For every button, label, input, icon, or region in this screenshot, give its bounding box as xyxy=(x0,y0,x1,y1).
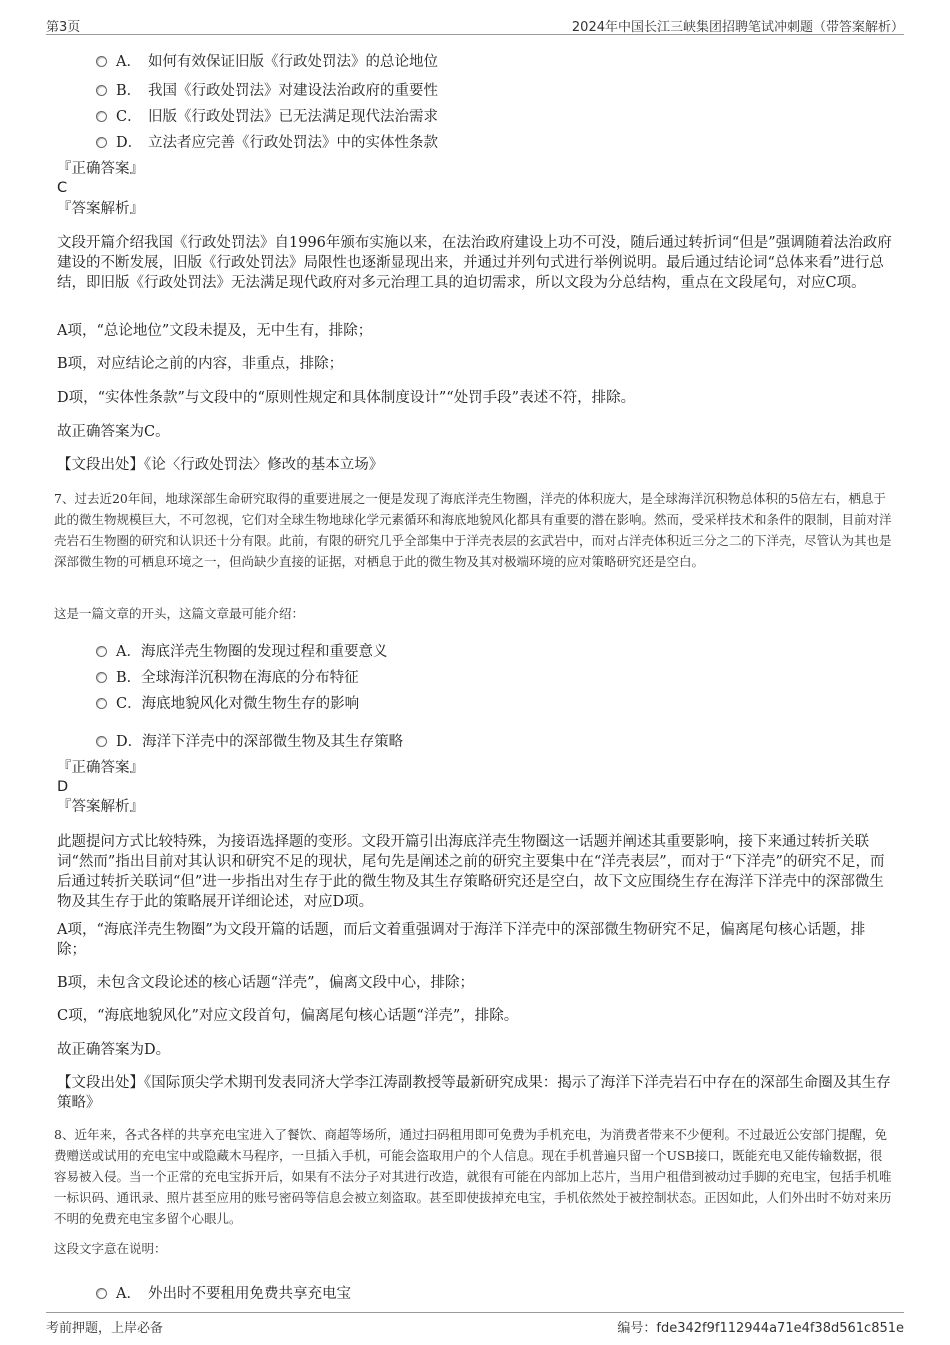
q7-analysis-c: C项，“海底地貌风化”对应文段首句，偏离尾句核心话题“洋壳”，排除。 xyxy=(57,1008,519,1024)
radio-icon[interactable] xyxy=(96,137,107,148)
q6-source: 【文段出处】《论〈行政处罚法〉修改的基本立场》 xyxy=(57,457,384,473)
radio-icon[interactable] xyxy=(96,672,107,683)
q6-option-a[interactable]: A． 如何有效保证旧版《行政处罚法》的总论地位 xyxy=(96,50,438,71)
radio-icon[interactable] xyxy=(96,85,107,96)
document-code: 编号：fde342f9f112944a71e4f38d561c851e xyxy=(617,1321,904,1336)
radio-icon[interactable] xyxy=(96,1288,107,1299)
page-header xyxy=(46,14,904,35)
q7-option-d[interactable]: D．海洋下洋壳中的深部微生物及其生存策略 xyxy=(96,730,403,751)
q7-answer-label: 『正确答案』 xyxy=(57,760,144,776)
q6-option-d[interactable]: D． 立法者应完善《行政处罚法》中的实体性条款 xyxy=(96,131,438,152)
radio-icon[interactable] xyxy=(96,56,107,67)
radio-icon[interactable] xyxy=(96,646,107,657)
q7-analysis-b: B项，未包含文段论述的核心话题“洋壳”，偏离文段中心，排除； xyxy=(57,975,474,991)
page-footer xyxy=(46,1312,904,1335)
q6-analysis-b: B项，对应结论之前的内容，非重点，排除； xyxy=(57,356,344,372)
q6-option-b[interactable]: B． 我国《行政处罚法》对建设法治政府的重要性 xyxy=(96,79,438,100)
q6-option-c[interactable]: C． 旧版《行政处罚法》已无法满足现代法治需求 xyxy=(96,105,438,126)
q7-option-c[interactable]: C．海底地貌风化对微生物生存的影响 xyxy=(96,692,359,713)
radio-icon[interactable] xyxy=(96,698,107,709)
q7-option-a[interactable]: A．海底洋壳生物圈的发现过程和重要意义 xyxy=(96,640,387,661)
radio-icon[interactable] xyxy=(96,111,107,122)
q7-conclusion: 故正确答案为D。 xyxy=(57,1042,171,1058)
q6-analysis-label: 『答案解析』 xyxy=(57,201,144,217)
q8-option-a[interactable]: A． 外出时不要租用免费共享充电宝 xyxy=(96,1282,351,1303)
q7-analysis-label: 『答案解析』 xyxy=(57,799,144,815)
q6-answer-label: 『正确答案』 xyxy=(57,161,144,177)
q7-analysis-a: A项，“海底洋壳生物圈”为文段开篇的话题，而后文着重强调对于海洋下洋壳中的深部微生物研究不足，偏离尾句核心话题，排除； xyxy=(57,922,866,958)
q7-stem: 7、过去近20年间，地球深部生命研究取得的重要进展之一便是发现了海底洋壳生物圈，洋壳的体积庞大，是全球海洋沉积物总体积的5倍左右，栖息于此的微生物规模巨大，不可忽视，它们对全球生物地球化学元素循环和海底地貌风化都具有重要的潜在影响。然而，受采样技术和条件的限制，目前对洋壳岩石生物圈的研究和认识还十分有限。此前，有限的研究几乎全部集中于洋壳表层的玄武岩中，而对占洋壳体积近三分之二的下洋壳，尽管认为其也是深部微生物的可栖息环境之一，但尚缺少直接的证据，对栖息于此的微生物及其对极端环境的应对策略研究还是空白。 xyxy=(54,491,892,569)
q8-question: 这段文字意在说明： xyxy=(54,1241,167,1256)
q8-stem: 8、近年来，各式各样的共享充电宝进入了餐饮、商超等场所，通过扫码租用即可免费为手机充电，为消费者带来不少便利。不过最近公安部门提醒，免费赠送或试用的充电宝中或隐藏木马程序，一旦插入手机，可能会盗取用户的个人信息。现在手机普遍只留一个USB接口，既能充电又能传输数据，很容易被入侵。当一个正常的充电宝拆开后，如果有不法分子对其进行改造，就很有可能在内部加上芯片，当用户租借到被动过手脚的充电宝，包括手机唯一标识码、通讯录、照片甚至应用的账号密码等信息会被立刻盗取。甚至即使拔掉充电宝，手机依然处于被控制状态。正因如此，人们外出时不妨对来历不明的免费充电宝多留个心眼儿。 xyxy=(54,1127,892,1226)
q7-question: 这是一篇文章的开头，这篇文章最可能介绍： xyxy=(54,606,305,621)
q6-analysis-paragraph: 文段开篇介绍我国《行政处罚法》自1996年颁布实施以来，在法治政府建设上功不可没，随后通过转折词“但是”强调随着法治政府建设的不断发展，旧版《行政处罚法》局限性也逐渐显现出来，并通过并列句式进行举例说明。最后通过结论词“总体来看”进行总结，即旧版《行政处罚法》无法满足现代政府对多元治理工具的迫切需求，所以文段为分总结构，重点在文段尾句，对应C项。 xyxy=(57,235,892,291)
page-number: 第3页 xyxy=(46,20,81,35)
radio-icon[interactable] xyxy=(96,736,107,747)
q6-conclusion: 故正确答案为C。 xyxy=(57,424,170,440)
document-title: 2024年中国长江三峡集团招聘笔试冲刺题（带答案解析） xyxy=(571,20,904,35)
q7-source: 【文段出处】《国际顶尖学术期刊发表同济大学李江涛副教授等最新研究成果：揭示了海洋下洋壳岩石中存在的深部生命圈及其生存策略》 xyxy=(57,1075,891,1111)
q7-option-b[interactable]: B．全球海洋沉积物在海底的分布特征 xyxy=(96,666,359,687)
footer-slogan: 考前押题，上岸必备 xyxy=(46,1321,164,1336)
q7-analysis-paragraph: 此题提问方式比较特殊，为接语选择题的变形。文段开篇引出海底洋壳生物圈这一话题并阐述其重要影响，接下来通过转折关联词“然而”指出目前对其认识和研究不足的现状，尾句先是阐述之前的研究主要集中在“洋壳表层”，而对于“下洋壳”的研究不足，而后通过转折关联词“但”进一步指出对生存于此的微生物及其生存策略研究还是空白，故下文应围绕生存在海洋下洋壳中的深部微生物及其生存于此的策略展开详细论述，对应D项。 xyxy=(57,834,885,910)
q6-analysis-d: D项，“实体性条款”与文段中的“原则性规定和具体制度设计”“处罚手段”表述不符，排除。 xyxy=(57,390,636,406)
q6-analysis-a: A项，“总论地位”文段未提及，无中生有，排除； xyxy=(57,323,373,339)
q6-answer: C xyxy=(57,180,68,196)
q7-answer: D xyxy=(57,779,69,795)
